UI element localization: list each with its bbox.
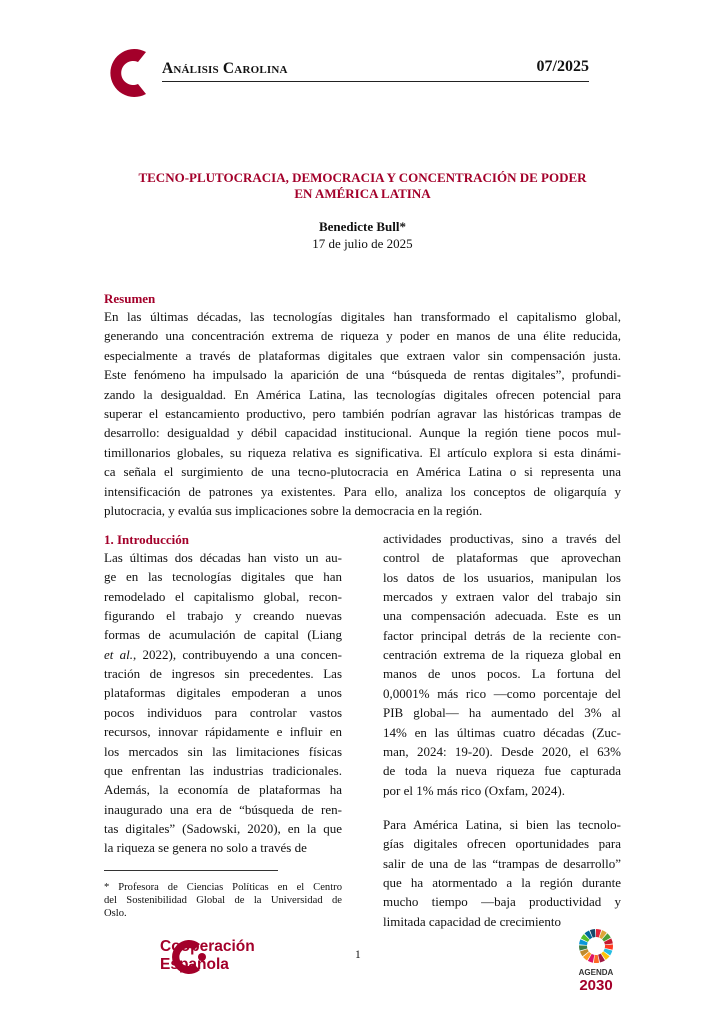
abstract-line: timillonarios globales, su riqueza relativa es significativa. El artículo explora si esta dinámi- [104,444,621,460]
intro-left-line: tas digitales” (Sadowski, 2020), en la que [104,820,342,836]
coop-line-2: Española [160,956,229,973]
intro-left-line: recursos, innovar rápidamente e influir en [104,724,342,740]
intro-left-line: et al., 2022), contribuyendo a una concen- [104,646,342,662]
intro-left-line: ge en las tecnologías digitales que han [104,569,342,585]
intro-right-line: centración extrema de la riqueza global en [383,647,621,663]
section-heading-introduction: 1. Introducción [104,532,189,547]
intro-left-line: Las últimas dos décadas han visto un au- [104,550,342,565]
abstract-line: desarrollo: desigualdad y débil capacidad institucional. Aunque la región tiene pocos mul- [104,425,621,441]
article-title [104,170,621,202]
intro-left-line: Además, la economía de plataformas ha [104,782,342,798]
abstract-line: generando una concentración extrema de riqueza y poder en manos de una élite reducida, [104,328,621,344]
footnote-line: del Sostenibilidad Global de la Universidad de [104,895,342,906]
intro-right-line: que ha atormentado a la región durante [383,875,621,891]
title-line-2: EN AMÉRICA LATINA [294,186,431,201]
intro-right-line: 0,0001% más rico —como porcentaje del [383,685,621,701]
intro-right-line: por el 1% más rico (Oxfam, 2024). [383,782,565,798]
intro-right-line: PIB global— ha aumentado del 3% al [383,705,621,721]
intro-right-line: limitada capacidad de crecimiento [383,913,561,929]
abstract-line: especialmente a través de plataformas digitales que extraen valor sin compensación justa. [104,347,621,363]
intro-left-line: plataformas digitales empoderan a unos [104,685,342,701]
sdg-wheel-segment [594,955,599,963]
footnote-line: Oslo. [104,908,127,919]
abstract-line: En las últimas décadas, las tecnologías digitales han transformado el capitalismo global, [104,309,621,324]
abstract-line: zando la desigualdad. En América Latina, las tecnologías digitales ofrecen potencial para [104,386,621,402]
intro-left-line: la riqueza se genera no solo a través de [104,840,307,856]
intro-left-line: inaugurado una era de “búsqueda de ren- [104,801,342,817]
intro-right-line: control de plataformas que aprovechan [383,550,621,566]
intro-left-line: figurando el trabajo y creando nuevas [104,608,342,624]
header-rule [162,81,589,82]
intro-right-line: actividades productivas, sino a través del [383,531,621,546]
issue-number: 07/2025 [536,58,589,75]
intro-right-line: mercados y extraen valor del trabajo sin [383,589,621,605]
cooperacion-espanola-text [160,938,255,974]
intro-right-line: factor principal detrás de la reciente con- [383,627,621,643]
intro-left-line: los mercados sin las limitaciones físicas [104,743,342,759]
footnote-rule [104,870,278,871]
abstract-line: intensificación de patrones ya existentes. Para ello, analiza los conceptos de oligarquía y [104,483,621,499]
intro-left-line: pocos individuos para controlar vastos [104,704,342,720]
intro-right-line: una compensación adecuada. Este es un [383,608,621,624]
intro-right-line: gías digitales ofrecen oportunidades para [383,836,621,852]
abstract-line: superar el estancamiento productivo, pero también podrían agravar las históricas trampas de [104,406,621,421]
intro-right-line: manos de unos pocos. La fortuna del [383,666,621,682]
series-name-b: Carolina [222,60,288,77]
coop-line-1: Cooperación [160,938,255,955]
intro-left-line: formas de acumulación de capital (Liang [104,627,342,643]
intro-left-line: tración de ingresos sin precedentes. Las [104,666,342,682]
footnote-line: * Profesora de Ciencias Políticas en el Centro [104,882,342,893]
agenda-year: 2030 [579,977,613,994]
title-line-1: TECNO-PLUTOCRACIA, DEMOCRACIA Y CONCENTRACIÓN DE PODER [138,170,587,185]
intro-right-line: mucho tiempo —baja productividad y [383,894,621,910]
author-name: Benedicte Bull* [318,219,407,234]
page-number: 1 [355,949,361,961]
series-name [162,60,288,78]
series-name-a: Análisis [162,60,219,77]
intro-right-line: de toda la nueva riqueza fue capturada [383,763,621,779]
fundacion-carolina-logo [108,44,158,102]
intro-right-line: salir de una de las “trampas de desarrollo” [383,855,621,871]
agenda-label: AGENDA [578,968,614,977]
intro-left-line: remodelado el capitalismo global, recon- [104,588,342,604]
abstract-line: plutocracia, y evalúa sus implicaciones sobre la democracia en la región. [104,503,483,518]
intro-right-line: 14% en las últimas cuatro décadas (Zuc- [383,724,621,740]
intro-right-line: los datos de los usuarios, manipulan los [383,569,621,585]
intro-right-line: man, 2024: 19-20). Desde 2020, el 63% [383,743,621,759]
publication-date: 17 de julio de 2025 [312,236,413,251]
intro-right-line: Para América Latina, si bien las tecnolo- [383,817,621,832]
abstract-heading: Resumen [104,291,156,306]
abstract-line: ca señala el surgimiento de una tecno-plutocracia en América Latina o si representa una [104,464,621,480]
abstract-line: Este fenómeno ha impulsado la aparición de una “búsqueda de rentas digitales”, profundi- [104,367,621,383]
intro-left-line: que enfrentan las industrias tradicionales. [104,762,342,778]
